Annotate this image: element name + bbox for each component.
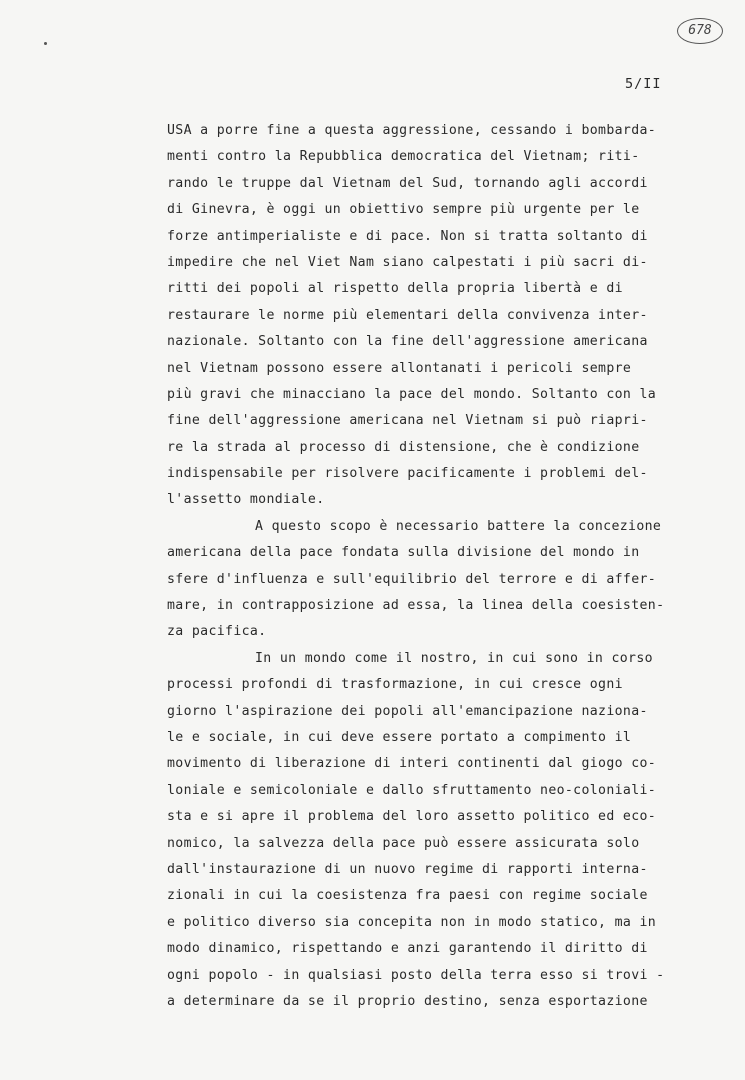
text-line: USA a porre fine a questa aggressione, cessando i bombarda- (167, 123, 657, 138)
text-line: forze antimperialiste e di pace. Non si tratta soltanto di (167, 228, 648, 244)
text-line: restaurare le norme più elementari della convivenza inter- (167, 307, 648, 323)
text-line: loniale e semicoloniale e dallo sfruttamento neo-coloniali- (167, 782, 657, 798)
speck-mark (44, 42, 47, 45)
text-line: zionali in cui la coesistenza fra paesi con regime sociale (167, 888, 648, 904)
text-line: dall'instaurazione di un nuovo regime di rapporti interna- (167, 861, 648, 877)
paragraph (167, 118, 707, 514)
text-line: l'assetto mondiale. (167, 492, 325, 508)
text-line: za pacifica. (167, 624, 267, 640)
text-line: re la strada al processo di distensione, che è condizione (167, 439, 640, 455)
text-line: menti contro la Repubblica democratica del Vietnam; riti- (167, 149, 640, 165)
text-line: rando le truppe dal Vietnam del Sud, tornando agli accordi (167, 175, 648, 191)
text-line: mare, in contrapposizione ad essa, la linea della coesisten- (167, 598, 665, 614)
text-line: le e sociale, in cui deve essere portato a compimento il (167, 729, 632, 745)
text-line: a determinare da se il proprio destino, senza esportazione (167, 993, 648, 1009)
archive-stamp: 678 (677, 18, 723, 44)
text-line: e politico diverso sia concepita non in modo statico, ma in (167, 914, 657, 930)
text-line: sta e si apre il problema del loro assetto politico ed eco- (167, 809, 657, 825)
text-line: nazionale. Soltanto con la fine dell'aggressione americana (167, 334, 648, 350)
text-line: giorno l'aspirazione dei popoli all'emancipazione naziona- (167, 703, 648, 719)
text-line: sfere d'influenza e sull'equilibrio del terrore e di affer- (167, 571, 657, 587)
text-line: ritti dei popoli al rispetto della propria libertà e di (167, 281, 623, 297)
text-line: A questo scopo è necessario battere la concezione (255, 518, 662, 534)
body-text (167, 118, 707, 1015)
paragraph (167, 646, 707, 1015)
text-line: processi profondi di trasformazione, in cui cresce ogni (167, 677, 623, 693)
text-line: nel Vietnam possono essere allontanati i pericoli sempre (167, 360, 632, 376)
page-number: 5/II (625, 76, 662, 92)
text-line: indispensabile per risolvere pacificamente i problemi del- (167, 466, 648, 482)
text-line: nomico, la salvezza della pace può essere assicurata solo (167, 835, 640, 851)
text-line: movimento di liberazione di interi continenti dal giogo co- (167, 756, 657, 772)
text-line: ogni popolo - in qualsiasi posto della terra esso si trovi - (167, 967, 665, 983)
text-line: In un mondo come il nostro, in cui sono in corso (255, 650, 653, 666)
text-line: di Ginevra, è oggi un obiettivo sempre più urgente per le (167, 202, 640, 218)
text-line: modo dinamico, rispettando e anzi garantendo il diritto di (167, 941, 648, 957)
text-line: fine dell'aggressione americana nel Vietnam si può riapri- (167, 413, 648, 429)
text-line: americana della pace fondata sulla divisione del mondo in (167, 545, 640, 561)
text-line: impedire che nel Viet Nam siano calpestati i più sacri di- (167, 254, 648, 270)
text-line: più gravi che minacciano la pace del mondo. Soltanto con la (167, 386, 657, 402)
paragraph (167, 514, 707, 646)
